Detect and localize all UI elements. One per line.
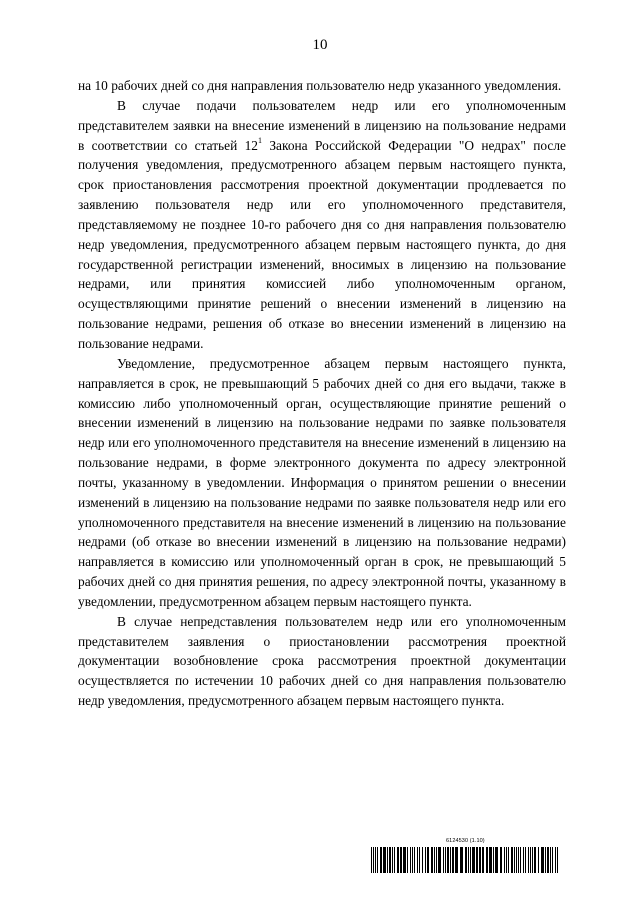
paragraph-2-text-start: В случае подачи пользователем недр или его уполномоченным представителем заявки на внесение изменений в лицензию на пользование недрами в соответствии со статьей 12 (78, 97, 566, 153)
page-number: 10 (312, 37, 328, 53)
stamp-code: 6124530 (1.10) (446, 838, 485, 844)
paragraph-1: на 10 рабочих дней со дня направления пользователю недр указанного уведомления. (78, 78, 562, 93)
document-body (78, 76, 566, 711)
paragraph-2-text-end: Закона Российской Федерации "О недрах" после получения уведомления, предусмотренного абзацем первым настоящего пункта, срок приостановления рассмотрения проектной документации продлевается по заявлению пользователя недр или его уполномоченного представителя, представляемому не позднее 10-го рабочего дня со дня направления пользователю недр уведомления, предусмотренного абзацем первым настоящего пункта, до дня государственной регистрации изменений, вносимых в лицензию на пользование недрами, или принятия комиссией либо уполномоченным органом, осуществляющими принятие решений о внесении изменений в лицензию на пользование недрами, решения об отказе во внесении изменений в лицензию на пользование недрами. (78, 137, 566, 351)
article-superscript: 1 (258, 136, 262, 146)
paragraph-3: Уведомление, предусмотренное абзацем первым настоящего пункта, направляется в срок, не превышающий 5 рабочих дней со дня его выдачи, также в комиссию либо уполномоченный орган, осуществляющие принятие решений о внесении изменений в лицензию на пользование недрами по заявке пользователя недр или его уполномоченного представителя на внесение изменений в лицензию на пользование недрами, в форме электронного документа по адресу электронной почты, указанному в уведомлении. Информация о принятом решении о внесении изменений в лицензию на пользование недрами по заявке пользователя недр или его уполномоченного представителя на внесение изменений в лицензию на пользование недрами (об отказе во внесении изменений в лицензию на пользование недрами) направляется в комиссию или уполномоченный орган в срок, не превышающий 5 рабочих дней со дня принятия решения, по адресу электронной почты, указанному в уведомлении, предусмотренном абзацем первым настоящего пункта. (78, 355, 566, 609)
barcode-icon (371, 847, 561, 873)
paragraph-2 (78, 96, 566, 354)
paragraph-4: В случае непредставления пользователем недр или его уполномоченным представителем заявления о приостановлении рассмотрения проектной документации возобновление срока рассмотрения проектной документации осуществляется по истечении 10 рабочих дней со дня направления пользователю недр уведомления, предусмотренного абзацем первым настоящего пункта. (78, 613, 566, 709)
document-stamp (371, 838, 561, 874)
